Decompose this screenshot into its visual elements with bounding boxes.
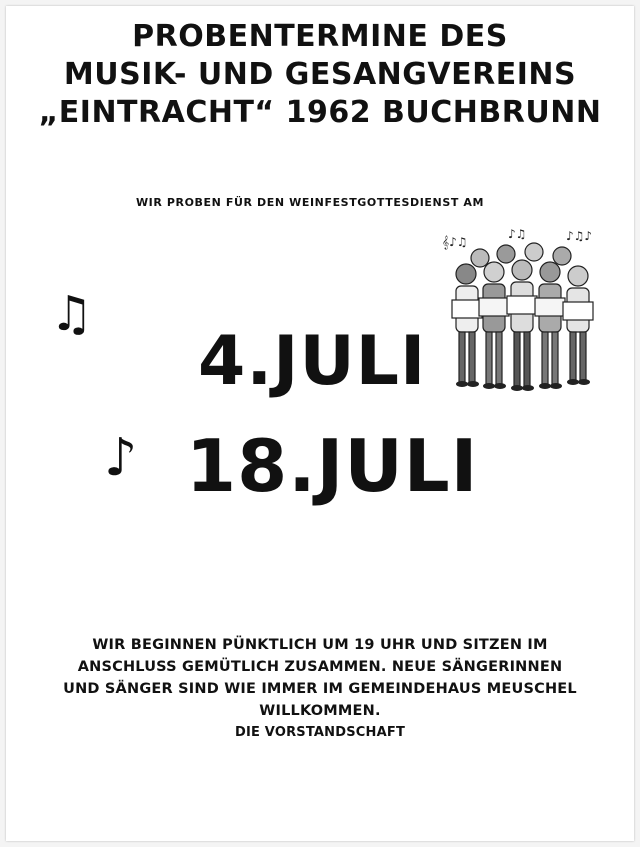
footer-text [60,634,580,744]
beamed-eighth-notes-icon: ♫ [50,286,94,342]
subtitle: WIR PROBEN FÜR DEN WEINFESTGOTTESDIENST AM [135,196,485,209]
date-second: 18.JULI [186,424,479,508]
title-line-3: „EINTRACHT“ 1962 BUCHBRUNN [38,95,602,130]
singing-choir-icon [438,226,608,401]
page-title [0,18,640,132]
svg-text:𝄞♪♫: 𝄞♪♫ [442,235,468,249]
svg-text:♪♫♪: ♪♫♪ [566,229,593,243]
title-line-2: MUSIK- UND GESANGVEREINS [63,57,577,92]
eighth-note-icon: ♪ [104,428,138,488]
signature: DIE VORSTANDSCHAFT [234,725,406,740]
svg-text:♪♫: ♪♫ [508,227,527,241]
date-first: 4.JULI [198,322,427,401]
footer-body: WIR BEGINNEN PÜNKTLICH UM 19 UHR UND SITZEN IM ANSCHLUSS GEMÜTLICH ZUSAMMEN. NEUE SÄNGERINNEN UND SÄNGER SIND WIE IMMER IM GEMEINDEHAUS MEUSCHEL WILLKOMMEN. [63,637,577,719]
title-line-1: PROBENTERMINE DES [132,19,508,54]
